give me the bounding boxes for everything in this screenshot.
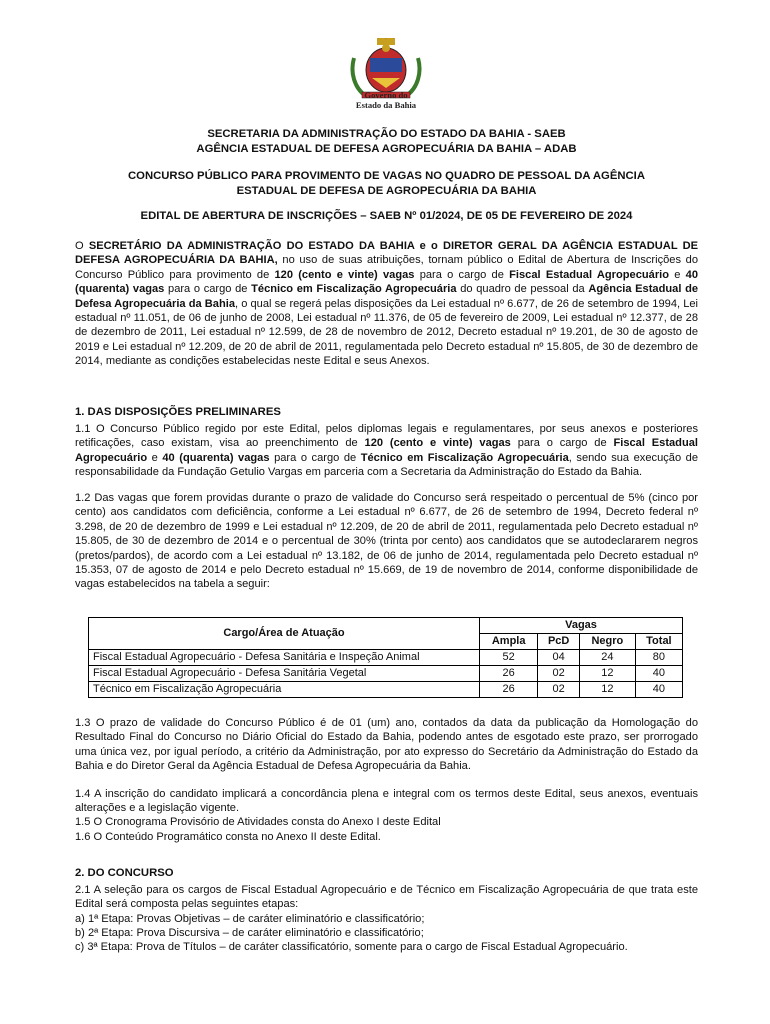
edital-heading: EDITAL DE ABERTURA DE INSCRIÇÕES – SAEB Nº 01/2024, DE 05 DE FEVEREIRO DE 2024 xyxy=(140,210,633,222)
clause-2-1: 2.1 A seleção para os cargos de Fiscal Estadual Agropecuário e de Técnico em Fiscalização Agropecuária de que trata este Edital será composta pelas seguintes etapas: xyxy=(75,884,698,911)
crest-caption-line-2: Estado da Bahia xyxy=(355,100,417,110)
clause-1-4: 1.4 A inscrição do candidato implicará a concordância plena e integral com os termos deste Edital, seus anexos, eventuais alterações e a legislação vigente. xyxy=(75,788,698,815)
col-header-negro: Negro xyxy=(579,634,635,650)
table-row: Fiscal Estadual Agropecuário - Defesa Sanitária Vegetal 26 02 12 40 xyxy=(89,666,683,682)
clause-1-5: 1.5 O Cronograma Provisório de Atividades consta do Anexo I deste Edital xyxy=(75,816,441,828)
vacancies-table xyxy=(88,617,683,698)
clause-1-6: 1.6 O Conteúdo Programático consta no Anexo II deste Edital. xyxy=(75,831,381,843)
stage-a: a) 1ª Etapa: Provas Objetivas – de caráter eliminatório e classificatório; xyxy=(75,913,425,925)
institution-line-1: SECRETARIA DA ADMINISTRAÇÃO DO ESTADO DA BAHIA - SAEB xyxy=(207,128,566,140)
institution-header xyxy=(75,127,698,157)
col-header-pcd: PcD xyxy=(538,634,580,650)
clause-1-1: 1.1 O Concurso Público regido por este Edital, pelos diplomas legais e regulamentares, por seus anexos e posteriores retificações, caso existam, visa ao preenchimento de 120 (cento e vinte) vagas para o cargo de Fiscal Estadual Agropecuário e 40 (quarenta) vagas para o cargo de Técnico em Fiscalização Agropecuária, sendo sua execução de responsabilidade da Fundação Getulio Vargas em parceria com a Secretaria da Administração do Estado da Bahia. xyxy=(75,423,699,479)
document-title-line-2: ESTADUAL DE DEFESA DE AGROPECUÁRIA DA BAHIA xyxy=(236,185,537,197)
document-title-line-1: CONCURSO PÚBLICO PARA PROVIMENTO DE VAGAS NO QUADRO DE PESSOAL DA AGÊNCIA xyxy=(128,170,645,182)
crest-caption xyxy=(340,90,432,110)
col-header-total: Total xyxy=(635,634,682,650)
table-row: Fiscal Estadual Agropecuário - Defesa Sanitária e Inspeção Animal 52 04 24 80 xyxy=(89,650,683,666)
institution-line-2: AGÊNCIA ESTADUAL DE DEFESA AGROPECUÁRIA DA BAHIA – ADAB xyxy=(196,143,577,155)
clause-1-3: 1.3 O prazo de validade do Concurso Público é de 01 (um) ano, contados da data da publicação da Homologação do Resultado Final do Concurso no Diário Oficial do Estado da Bahia, podendo antes de esgotado este prazo, ser prorrogado uma única vez, por igual período, a critério da Administração, por ato expresso do Secretário da Administração do Estado da Bahia e do Diretor Geral da Agência Estadual de Defesa Agropecuária da Bahia. xyxy=(75,717,698,773)
crest-caption-line-1: Governo do xyxy=(364,90,408,100)
document-title xyxy=(75,169,698,199)
section-2-title: 2. DO CONCURSO xyxy=(75,867,174,879)
col-header-ampla: Ampla xyxy=(480,634,538,650)
stage-b: b) 2ª Etapa: Prova Discursiva – de caráter eliminatório e classificatório; xyxy=(75,927,424,939)
stage-c: c) 3ª Etapa: Prova de Títulos – de caráter classificatório, somente para o cargo de Fiscal Estadual Agropecuário. xyxy=(75,941,628,953)
section-1-title: 1. DAS DISPOSIÇÕES PRELIMINARES xyxy=(75,406,281,418)
table-row: Técnico em Fiscalização Agropecuária 26 02 12 40 xyxy=(89,682,683,698)
intro-paragraph: O SECRETÁRIO DA ADMINISTRAÇÃO DO ESTADO DA BAHIA e o DIRETOR GERAL DA AGÊNCIA ESTADUAL DE DEFESA AGROPECUÁRIA DA BAHIA, no uso de suas atribuições, tornam público o Edital de Abertura de Inscrições do Concurso Público para provimento de 120 (cento e vinte) vagas para o cargo de Fiscal Estadual Agropecuário e 40 (quarenta) vagas para o cargo de Técnico em Fiscalização Agropecuária do quadro de pessoal da Agência Estadual de Defesa Agropecuária da Bahia, o qual se regerá pelas disposições da Lei estadual nº 6.677, de 26 de setembro de 1994, Lei estadual nº 11.051, de 06 de junho de 2008, Lei estadual nº 11.376, de 05 de fevereiro de 2009, Lei estadual nº 12.377, de 28 de dezembro de 2011, Lei estadual nº 12.599, de 28 de novembro de 2012, Decreto estadual nº 19.201, de 30 de agosto de 2019 e Lei estadual nº 12.209, de 20 de abril de 2011, regulamentada pelo Decreto estadual nº 15.805, de 30 de dezembro de 2014, mediante as condições estabelecidas neste Edital e seus Anexos. xyxy=(75,240,699,368)
col-header-cargo: Cargo/Área de Atuação xyxy=(89,618,480,650)
clause-1-2: 1.2 Das vagas que forem providas durante o prazo de validade do Concurso será respeitado o percentual de 5% (cinco por cento) aos candidatos com deficiência, conforme a Lei estadual nº 6.677, de 26 de setembro de 1994, Decreto federal nº 3.298, de 20 de dezembro de 1999 e Lei estadual nº 12.209, de 20 de abril de 2011, regulamentada pelo Decreto estadual nº 15.805, de 30 de dezembro de 2014 e o percentual de 30% (trinta por cento) aos candidatos que se autodeclararem negros (pretos/pardos), de acordo com a Lei estadual nº 13.182, de 06 de junho de 2014, regulamentada pelo Decreto estadual nº 15.353, 07 de agosto de 2014 e pelo Decreto estadual nº 15.669, de 19 de novembro de 2014, conforme disponibilidade de vagas estabelecidos na tabela a seguir: xyxy=(75,492,698,591)
col-header-vagas: Vagas xyxy=(480,618,683,634)
